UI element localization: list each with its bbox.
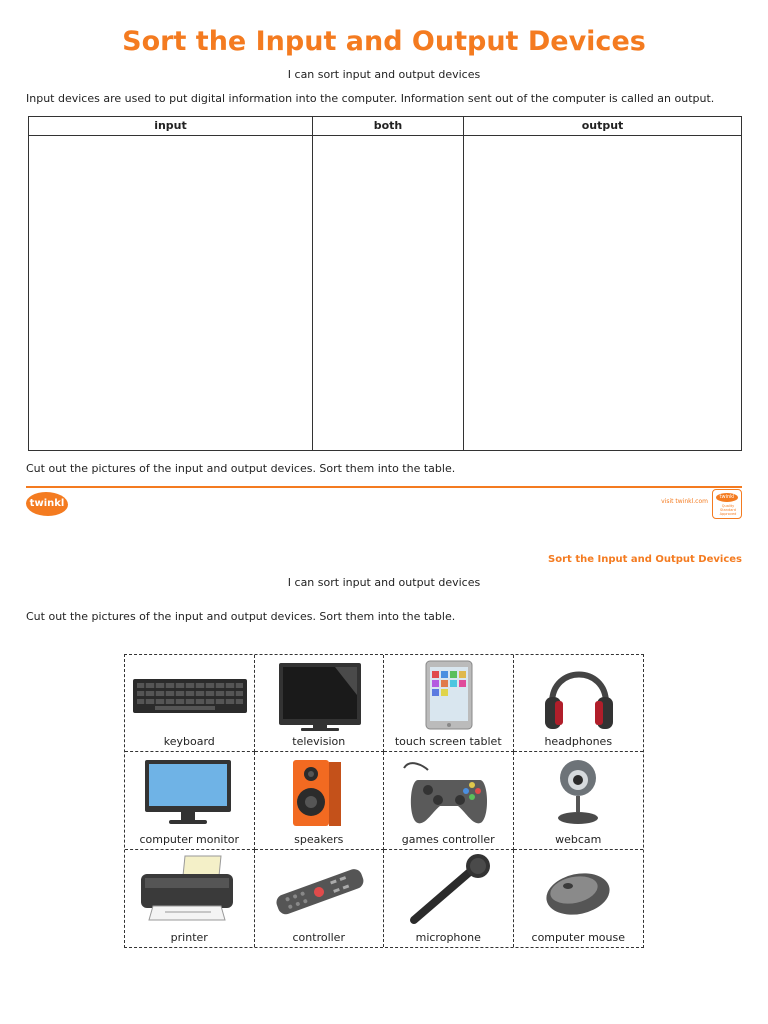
card-microphone[interactable] [384,850,514,947]
column-output [464,117,741,450]
column-input [29,117,313,450]
badge-text: Quality Standard Approved [719,504,737,516]
card-label: computer monitor [139,832,240,846]
card-monitor[interactable] [125,752,255,849]
instruction-text: Cut out the pictures of the input and output devices. Sort them into the table. [26,462,456,475]
card-games-controller[interactable] [384,752,514,849]
headphones-icon [514,655,643,735]
monitor-icon [125,752,254,832]
keyboard-icon [125,655,254,735]
column-header-input: input [29,117,312,136]
card-tablet[interactable] [384,655,514,752]
card-label: controller [292,931,345,944]
page2-instruction: Cut out the pictures of the input and output devices. Sort them into the table. [26,610,456,623]
drop-area-input[interactable] [29,136,312,450]
webcam-icon [514,752,643,832]
twinkl-logo[interactable]: twinkl [26,492,68,516]
gamepad-icon [384,752,513,832]
page2-header: Sort the Input and Output Devices [548,554,742,565]
card-television[interactable] [255,655,385,752]
badge-logo: twinkl [716,493,738,502]
drop-area-output[interactable] [464,136,741,450]
card-label: printer [170,931,208,944]
mouse-icon [514,850,643,930]
card-label: computer mouse [531,931,625,944]
card-label: microphone [415,931,481,944]
card-controller[interactable] [255,850,385,947]
cutout-cards [124,654,644,948]
column-header-output: output [464,117,741,136]
intro-text: Input devices are used to put digital information into the computer. Information sent out of the computer is called an output. [26,92,715,105]
column-both [313,117,464,450]
column-header-both: both [313,117,463,136]
sort-table [28,116,742,451]
card-label: games controller [401,832,495,846]
remote-control-icon [255,850,384,930]
page-title: Sort the Input and Output Devices [122,26,646,57]
microphone-icon [384,850,513,930]
card-label: touch screen tablet [394,735,502,749]
speaker-icon [255,752,384,832]
footer-divider [26,486,742,488]
card-mouse[interactable] [514,850,644,947]
tablet-icon [384,655,513,735]
television-icon [255,655,384,735]
card-label: keyboard [163,735,215,749]
page2-objective: I can sort input and output devices [287,576,481,589]
card-label: television [292,735,346,749]
card-headphones[interactable] [514,655,644,752]
visit-link[interactable]: visit twinkl.com [661,498,708,505]
card-label: speakers [294,832,344,846]
drop-area-both[interactable] [313,136,463,450]
card-label: headphones [544,735,613,749]
card-speakers[interactable] [255,752,385,849]
card-keyboard[interactable] [125,655,255,752]
objective-text: I can sort input and output devices [287,68,481,81]
quality-badge [712,489,742,519]
card-label: webcam [555,832,602,846]
printer-icon [125,850,254,930]
card-webcam[interactable] [514,752,644,849]
card-printer[interactable] [125,850,255,947]
